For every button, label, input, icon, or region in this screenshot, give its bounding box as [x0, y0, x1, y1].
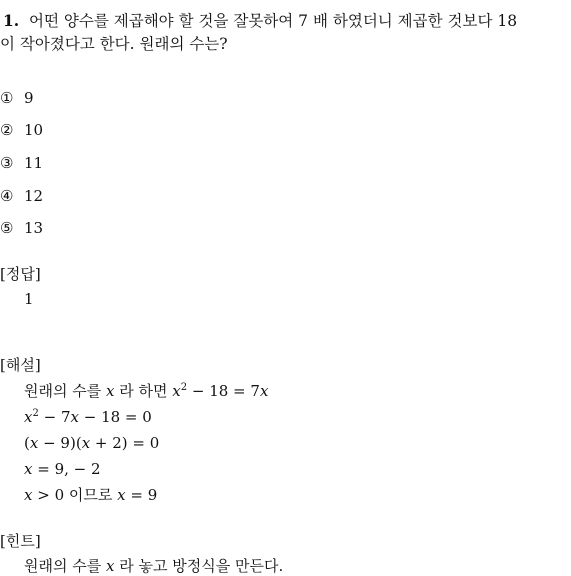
solution-line-5	[24, 485, 157, 505]
choice-mark: ④	[0, 187, 14, 205]
question-text-1: 어떤 양수를 제곱해야 할 것을 잘못하여 7 배 하였더니 제곱한 것보다 18	[29, 12, 518, 30]
math-var: x	[172, 382, 181, 400]
choice-value: 12	[24, 187, 44, 205]
math-text: > 0 이므로	[32, 486, 118, 504]
hint-text-suffix: 라 놓고 방정식을 만든다.	[114, 557, 284, 575]
question-line-1	[3, 11, 517, 31]
hint-label: [힌트]	[0, 532, 41, 550]
math-var: x	[24, 408, 33, 426]
math-var: x	[117, 486, 126, 504]
math-exponent: 2	[180, 382, 188, 393]
answer-value: 1	[24, 290, 34, 308]
math-text: − 18 = 7	[187, 382, 260, 400]
math-text: − 18 = 0	[78, 408, 152, 426]
math-var: x	[70, 408, 79, 426]
choice-5[interactable]	[0, 218, 43, 238]
choice-value: 10	[24, 121, 44, 139]
math-var: x	[106, 557, 115, 575]
math-text: + 2) = 0	[90, 434, 160, 452]
math-text: − 9)(	[38, 434, 82, 452]
question-text-2: 이 작아졌다고 한다. 원래의 수는?	[0, 35, 228, 53]
choice-4[interactable]	[0, 186, 43, 206]
question-line-2	[0, 34, 228, 54]
solution-label: [해설]	[0, 356, 41, 374]
hint-text	[24, 556, 283, 576]
choice-1[interactable]	[0, 88, 34, 108]
hint-text-prefix: 원래의 수를	[24, 557, 106, 575]
math-var: x	[24, 460, 33, 478]
math-exponent: 2	[32, 408, 39, 419]
choice-value: 11	[24, 154, 44, 172]
math-var: x	[81, 434, 91, 452]
math-var: x	[24, 486, 33, 504]
choice-3[interactable]	[0, 153, 43, 173]
math-var: x	[259, 382, 269, 400]
solution-line-1	[24, 381, 268, 401]
math-text: (	[24, 434, 30, 452]
solution-line-4	[24, 459, 101, 479]
solution-text: 라 하면	[114, 382, 173, 400]
math-var: x	[106, 382, 115, 400]
choice-value: 9	[24, 89, 34, 107]
solution-text: 원래의 수를	[24, 382, 106, 400]
solution-line-3	[24, 433, 159, 453]
math-text: = 9, − 2	[32, 460, 101, 478]
answer-label: [정답]	[0, 265, 41, 283]
choice-mark: ⑤	[0, 219, 14, 237]
question-number: 1.	[3, 11, 20, 30]
math-text: − 7	[38, 408, 71, 426]
choice-value: 13	[24, 219, 44, 237]
choice-2[interactable]	[0, 120, 43, 140]
choice-mark: ②	[0, 121, 14, 139]
choice-mark: ①	[0, 89, 14, 107]
solution-line-2	[24, 407, 152, 427]
math-text: = 9	[125, 486, 158, 504]
math-var: x	[29, 434, 39, 452]
choice-mark: ③	[0, 154, 14, 172]
